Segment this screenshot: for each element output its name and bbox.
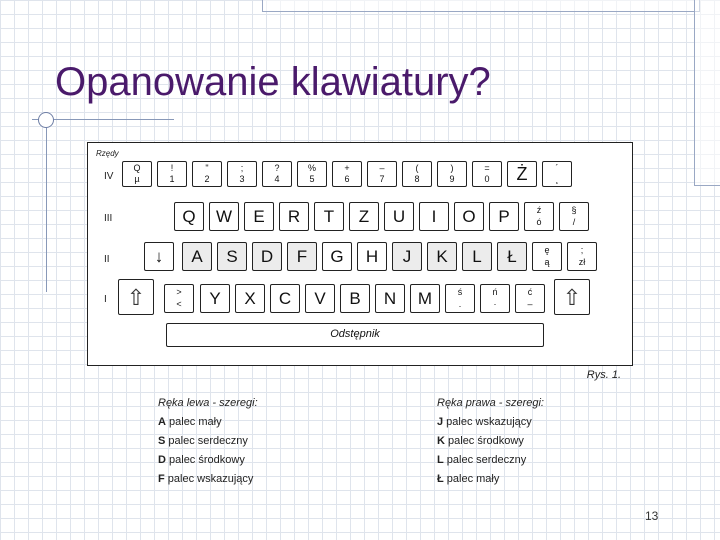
key-label-pair — [228, 162, 256, 186]
key-label: F — [296, 247, 308, 266]
key-row1-ć[interactable] — [515, 284, 545, 313]
key-row1-ś[interactable] — [445, 284, 475, 313]
key-caps-arrow[interactable] — [144, 242, 174, 271]
rows-label: Rzędy — [96, 149, 119, 158]
key-row1-y[interactable] — [200, 284, 230, 313]
decorative-line-vertical — [46, 120, 47, 292]
note-key: Ł — [437, 473, 444, 485]
key-label-pair — [403, 162, 431, 186]
key-row1-x[interactable] — [235, 284, 265, 313]
key-label: A — [191, 247, 203, 266]
row-number-ii: II — [104, 254, 110, 265]
note-text: palec środkowy — [165, 454, 245, 466]
key-row4-symbol[interactable] — [367, 161, 397, 187]
key-row1-m[interactable] — [410, 284, 440, 313]
key-label: G — [330, 247, 344, 266]
key-row4-symbol[interactable] — [227, 161, 257, 187]
key-label: Y — [209, 289, 221, 308]
key-row4-symbol[interactable] — [192, 161, 222, 187]
key-row2-j[interactable] — [392, 242, 422, 271]
key-label-bottom: 8 — [414, 174, 420, 184]
key-row4-symbol[interactable] — [332, 161, 362, 187]
key-label: R — [287, 207, 301, 226]
key-label: D — [260, 247, 274, 266]
left-hand-notes — [158, 394, 258, 489]
key-label: Ł — [507, 247, 517, 266]
key-label-pair — [123, 162, 151, 186]
note-text: palec mały — [165, 416, 222, 428]
key-row3-u[interactable] — [384, 202, 414, 231]
key-label-pair — [568, 243, 596, 270]
key-row3-i[interactable] — [419, 202, 449, 231]
key-label-top: ; — [580, 245, 584, 256]
key-label-pair — [560, 203, 588, 230]
key-label-bottom: 9 — [449, 174, 455, 184]
key-label-pair — [508, 162, 536, 186]
key-row3-symbol[interactable] — [559, 202, 589, 231]
key-label: B — [349, 289, 361, 308]
key-row1-ń[interactable] — [480, 284, 510, 313]
key-label-bottom: ą — [544, 256, 550, 267]
key-label-pair — [516, 285, 544, 312]
key-row4-symbol[interactable] — [402, 161, 432, 187]
key-label-pair — [446, 285, 474, 312]
key-label-pair — [473, 162, 501, 186]
right-hand-list — [437, 413, 544, 489]
finger-note — [437, 470, 544, 489]
key-label-pair — [333, 162, 361, 186]
key-label: M — [417, 289, 433, 308]
key-label-pair — [193, 162, 221, 186]
key-row3-o[interactable] — [454, 202, 484, 231]
key-label-top: + — [344, 162, 350, 173]
page-number: 13 — [645, 509, 659, 523]
key-label: N — [383, 289, 397, 308]
key-label-bottom: Ż — [516, 163, 528, 184]
key-label: O — [462, 207, 476, 226]
key-label: K — [436, 247, 448, 266]
note-key: S — [158, 435, 166, 447]
key-label-bottom: zł — [578, 256, 586, 267]
key-row2-ę[interactable] — [532, 242, 562, 271]
finger-note — [437, 451, 544, 470]
key-row4-symbol[interactable] — [437, 161, 467, 187]
key-label-top: ź — [536, 205, 542, 216]
key-row4-ż[interactable] — [507, 161, 537, 187]
key-label-top: ) — [450, 162, 454, 173]
shift-arrow-icon: ⇧ — [126, 285, 146, 310]
key-label-top: ´ — [555, 162, 559, 173]
keyboard-figure — [87, 140, 635, 385]
key-label: I — [431, 207, 437, 226]
key-label: P — [498, 207, 510, 226]
key-label: ↓ — [154, 247, 164, 266]
keyboard-diagram — [87, 142, 633, 366]
finger-note — [158, 432, 258, 451]
decorative-frame-top — [262, 0, 700, 12]
key-label-bottom: ó — [536, 216, 542, 227]
key-row4-symbol[interactable] — [297, 161, 327, 187]
key-label: U — [392, 207, 406, 226]
key-label: Q — [182, 207, 196, 226]
note-text: palec wskazujący — [443, 416, 532, 428]
key-label-pair — [165, 285, 193, 312]
finger-note — [437, 413, 544, 432]
key-angle-brackets[interactable] — [164, 284, 194, 313]
key-label-top: % — [307, 162, 316, 173]
finger-note — [158, 413, 258, 432]
key-row1-v[interactable] — [305, 284, 335, 313]
key-label-top: § — [571, 205, 577, 216]
key-row3-r[interactable] — [279, 202, 309, 231]
finger-note — [158, 451, 258, 470]
key-row4-symbol[interactable] — [472, 161, 502, 187]
note-key: F — [158, 473, 165, 485]
key-row3-p[interactable] — [489, 202, 519, 231]
key-row3-q[interactable] — [174, 202, 204, 231]
key-label-bottom: . — [458, 298, 462, 309]
key-label-top: ; — [240, 162, 244, 173]
key-label-bottom: < — [176, 298, 182, 309]
key-label: S — [226, 247, 238, 266]
key-label-bottom: 5 — [309, 174, 315, 184]
key-label-top: ś — [457, 287, 463, 298]
slide-title: Opanowanie klawiatury? — [55, 60, 491, 104]
key-row1-c[interactable] — [270, 284, 300, 313]
key-label: W — [215, 207, 233, 226]
key-label: L — [472, 247, 482, 266]
key-label: Z — [358, 207, 370, 226]
key-label: C — [278, 289, 292, 308]
key-row3-w[interactable] — [209, 202, 239, 231]
key-label-bottom: · — [493, 298, 497, 309]
key-label-top: ć — [527, 287, 533, 298]
key-label: E — [253, 207, 265, 226]
key-row3-e[interactable] — [244, 202, 274, 231]
key-row2-h[interactable] — [357, 242, 387, 271]
shift-arrow-icon: ⇧ — [562, 285, 582, 310]
right-shift-key[interactable] — [554, 279, 590, 315]
key-row2-a[interactable] — [182, 242, 212, 271]
key-row4-symbol[interactable] — [262, 161, 292, 187]
key-label-bottom: 3 — [239, 174, 245, 184]
key-label-top: ! — [170, 162, 174, 173]
key-label-bottom: 4 — [274, 174, 280, 184]
note-text: palec wskazujący — [164, 473, 254, 485]
decorative-circle — [38, 112, 54, 128]
note-key: J — [437, 416, 444, 428]
key-label-bottom: ¸ — [555, 174, 559, 184]
right-hand-heading: Ręka prawa - szeregi: — [437, 397, 544, 409]
key-label-top: = — [484, 162, 490, 173]
left-shift-key[interactable] — [118, 279, 154, 315]
key-label-bottom: 0 — [484, 174, 490, 184]
decorative-frame-right — [694, 0, 720, 186]
key-row2-g[interactable] — [322, 242, 352, 271]
row-number-iii: III — [104, 213, 113, 224]
key-label-bottom: 2 — [204, 174, 210, 184]
key-row2-ł[interactable] — [497, 242, 527, 271]
key-label-pair — [368, 162, 396, 186]
key-label-top: Q — [133, 162, 141, 173]
row-number-iv: IV — [104, 171, 114, 182]
key-label-pair — [543, 162, 571, 186]
key-label-pair — [158, 162, 186, 186]
key-row3-ź[interactable] — [524, 202, 554, 231]
key-label-bottom: 7 — [379, 174, 385, 184]
key-row2-symbol[interactable] — [567, 242, 597, 271]
note-text: palec mały — [443, 473, 500, 485]
key-row2-d[interactable] — [252, 242, 282, 271]
note-key: K — [437, 435, 445, 447]
key-row2-k[interactable] — [427, 242, 457, 271]
note-text: palec środkowy — [444, 435, 524, 447]
spacebar-key[interactable] — [166, 323, 544, 347]
left-hand-list — [158, 413, 258, 489]
key-label-top: – — [379, 162, 385, 173]
key-row3-z[interactable] — [349, 202, 379, 231]
key-row2-l[interactable] — [462, 242, 492, 271]
key-label-bottom: / — [572, 216, 576, 227]
note-text: palec serdeczny — [165, 435, 248, 447]
key-label-bottom: – — [527, 298, 533, 309]
key-label-top: ? — [274, 162, 280, 173]
key-label-top: ( — [415, 162, 419, 173]
key-row1-n[interactable] — [375, 284, 405, 313]
key-row4-q[interactable] — [122, 161, 152, 187]
key-label-top: > — [176, 287, 182, 298]
key-label-bottom: 1 — [169, 174, 175, 184]
key-row4-symbol[interactable] — [157, 161, 187, 187]
key-label-pair — [438, 162, 466, 186]
right-hand-notes — [437, 394, 544, 489]
key-row1-b[interactable] — [340, 284, 370, 313]
key-row4-symbol[interactable] — [542, 161, 572, 187]
key-label-top: ę — [544, 245, 550, 256]
left-hand-heading: Ręka lewa - szeregi: — [158, 397, 258, 409]
note-key: A — [158, 416, 166, 428]
note-text: palec serdeczny — [443, 454, 527, 466]
key-row2-s[interactable] — [217, 242, 247, 271]
key-label-pair — [533, 243, 561, 270]
figure-caption: Rys. 1. — [586, 369, 621, 381]
key-label: T — [323, 207, 335, 226]
key-row3-t[interactable] — [314, 202, 344, 231]
key-label-pair — [481, 285, 509, 312]
note-key: D — [158, 454, 166, 466]
key-label-pair — [525, 203, 553, 230]
finger-note — [158, 470, 258, 489]
key-label-bottom: µ — [134, 174, 140, 184]
key-label: J — [402, 247, 412, 266]
key-label-top: ń — [492, 287, 498, 298]
key-row2-f[interactable] — [287, 242, 317, 271]
key-label-pair — [263, 162, 291, 186]
key-label-top: " — [205, 162, 209, 173]
key-label: X — [244, 289, 256, 308]
row-number-i: I — [104, 294, 107, 305]
finger-note — [437, 432, 544, 451]
key-label-bottom: 6 — [344, 174, 350, 184]
key-label: V — [314, 289, 326, 308]
key-label: H — [365, 247, 379, 266]
key-label-pair — [298, 162, 326, 186]
note-key: L — [437, 454, 444, 466]
spacebar-label: Odstępnik — [330, 328, 380, 340]
